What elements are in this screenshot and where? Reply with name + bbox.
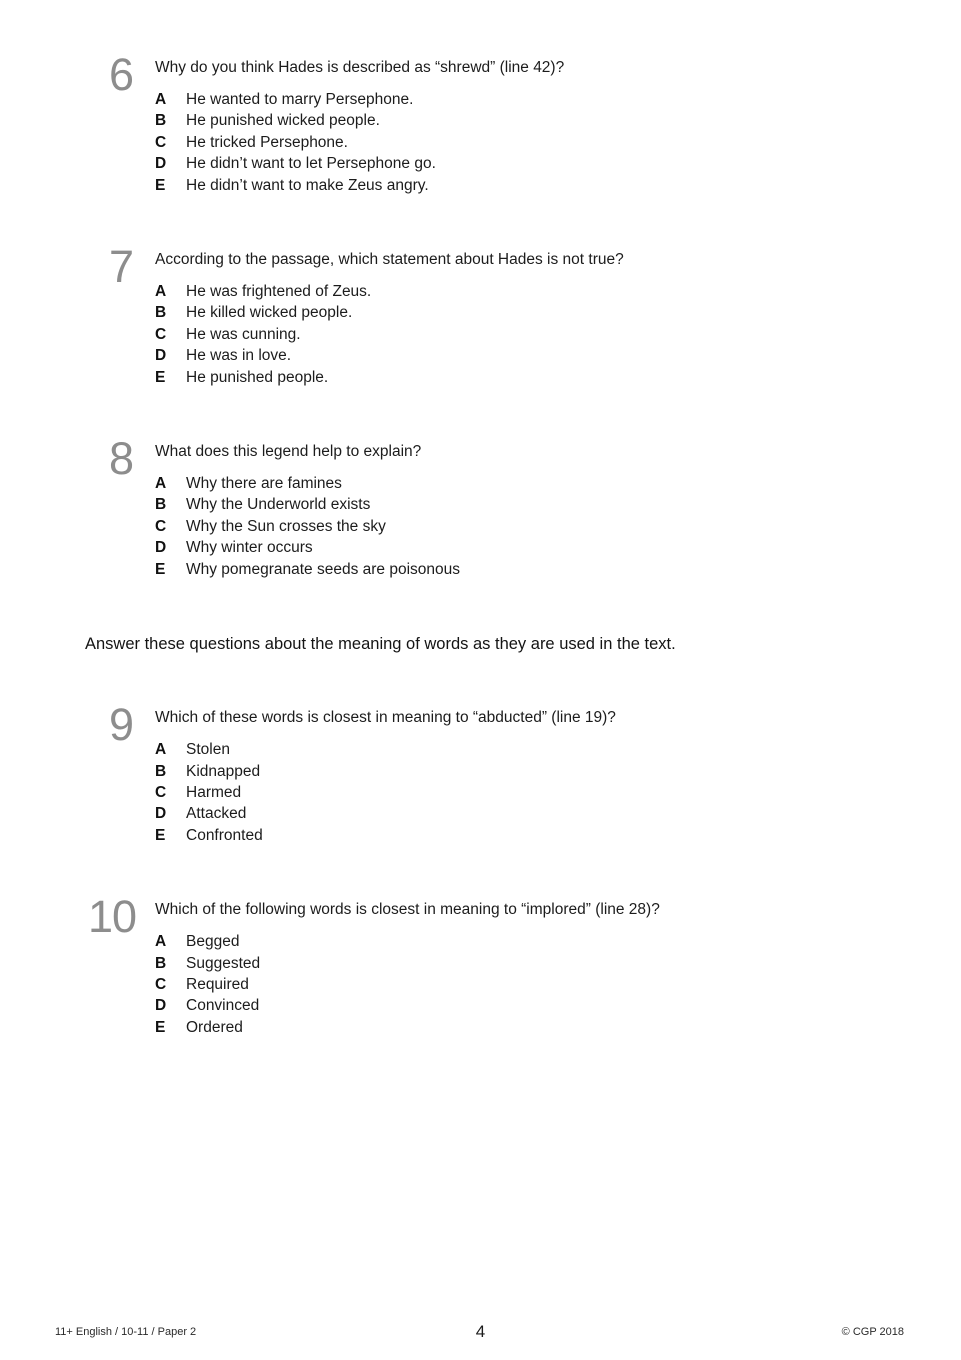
options-list (155, 89, 564, 196)
option-letter: E (155, 826, 166, 844)
option-row (155, 175, 564, 196)
question-7 (0, 241, 961, 388)
question-number: 6 (108, 49, 133, 100)
option-row (155, 516, 460, 537)
option-text: He wanted to marry Persephone. (186, 91, 414, 108)
question-body (155, 708, 616, 846)
option-letter: D (155, 997, 167, 1015)
option-text: He punished people. (186, 368, 329, 386)
option-letter: E (155, 176, 166, 194)
question-number: 7 (108, 241, 133, 293)
option-text: He tricked Persephone. (186, 133, 348, 151)
option-letter: A (155, 283, 167, 301)
options-list (155, 473, 460, 580)
option-row (155, 302, 624, 323)
option-letter: C (155, 783, 167, 801)
question-body (155, 900, 660, 1038)
option-row (155, 367, 624, 388)
option-row (155, 1017, 660, 1038)
section-instruction: Answer these questions about the meaning of words as they are used in the text. (85, 635, 676, 654)
option-text: Confronted (186, 826, 263, 844)
option-text: Why pomegranate seeds are poisonous (186, 560, 460, 578)
question-text: According to the passage, which statement about Hades is not true? (155, 251, 624, 269)
option-row (155, 494, 460, 515)
option-row (155, 761, 616, 782)
option-letter: B (155, 304, 167, 322)
question-8 (0, 433, 961, 580)
question-body (155, 58, 564, 196)
question-text: Which of these words is closest in meaning to “abducted” (line 19)? (155, 709, 616, 727)
option-text: He didn’t want to make Zeus angry. (186, 176, 429, 194)
question-number: 9 (108, 699, 133, 751)
option-text: Required (186, 975, 249, 993)
option-row (155, 324, 624, 345)
option-row (155, 89, 564, 110)
option-text: He was frightened of Zeus. (186, 283, 372, 301)
option-row (155, 974, 660, 995)
option-row (155, 825, 616, 846)
option-text: Attacked (186, 805, 247, 823)
option-letter: C (155, 133, 167, 151)
option-letter: E (155, 368, 166, 386)
option-letter: D (155, 539, 167, 557)
option-text: Suggested (186, 954, 261, 972)
option-row (155, 995, 660, 1016)
option-text: He killed wicked people. (186, 304, 353, 322)
option-row (155, 132, 564, 153)
option-text: Begged (186, 933, 240, 951)
option-text: Convinced (186, 997, 260, 1015)
option-letter: A (155, 741, 167, 759)
option-letter: B (155, 762, 167, 780)
option-row (155, 953, 660, 974)
option-letter: C (155, 975, 167, 993)
option-row (155, 153, 564, 174)
option-row (155, 782, 616, 803)
option-text: Harmed (186, 783, 242, 801)
option-text: Ordered (186, 1018, 243, 1036)
question-number: 8 (108, 433, 133, 485)
option-letter: C (155, 325, 167, 343)
question-body (155, 250, 624, 388)
option-text: Kidnapped (186, 762, 261, 780)
option-text: Why winter occurs (186, 539, 313, 557)
options-list (155, 739, 616, 846)
option-letter: A (155, 475, 167, 493)
option-letter: B (155, 954, 167, 972)
footer-paper-reference: 11+ English / 10-11 / Paper 2 (55, 1326, 197, 1338)
option-text: He was cunning. (186, 325, 301, 343)
page-footer (0, 1316, 961, 1346)
question-text: What does this legend help to explain? (155, 443, 422, 461)
option-row (155, 110, 564, 131)
option-text: He punished wicked people. (186, 112, 380, 130)
option-row (155, 537, 460, 558)
options-list (155, 281, 624, 388)
option-text: Stolen (186, 741, 230, 759)
option-row (155, 931, 660, 952)
option-letter: A (155, 91, 167, 108)
question-10 (0, 891, 961, 1038)
footer-page-number: 4 (475, 1322, 486, 1341)
option-row (155, 345, 624, 366)
option-row (155, 281, 624, 302)
question-text: Which of the following words is closest in meaning to “implored” (line 28)? (155, 901, 660, 919)
option-letter: E (155, 1018, 166, 1036)
option-text: Why the Sun crosses the sky (186, 517, 386, 535)
option-text: He was in love. (186, 347, 292, 365)
option-letter: A (155, 933, 167, 951)
option-letter: B (155, 112, 167, 130)
option-row (155, 803, 616, 824)
footer-copyright: © CGP 2018 (841, 1326, 904, 1338)
option-letter: D (155, 347, 167, 365)
question-body (155, 442, 460, 580)
option-letter: C (155, 517, 167, 535)
option-letter: E (155, 560, 166, 578)
question-9 (0, 699, 961, 846)
option-text: Why there are famines (186, 475, 342, 493)
option-row (155, 559, 460, 580)
question-6 (0, 49, 961, 196)
option-text: He didn’t want to let Persephone go. (186, 155, 436, 173)
option-letter: B (155, 496, 167, 514)
option-letter: D (155, 155, 167, 173)
option-text: Why the Underworld exists (186, 496, 371, 514)
option-letter: D (155, 805, 167, 823)
question-number: 10 (88, 891, 137, 943)
option-row (155, 473, 460, 494)
option-row (155, 739, 616, 760)
question-text: Why do you think Hades is described as “shrewd” (line 42)? (155, 59, 565, 76)
options-list (155, 931, 660, 1038)
